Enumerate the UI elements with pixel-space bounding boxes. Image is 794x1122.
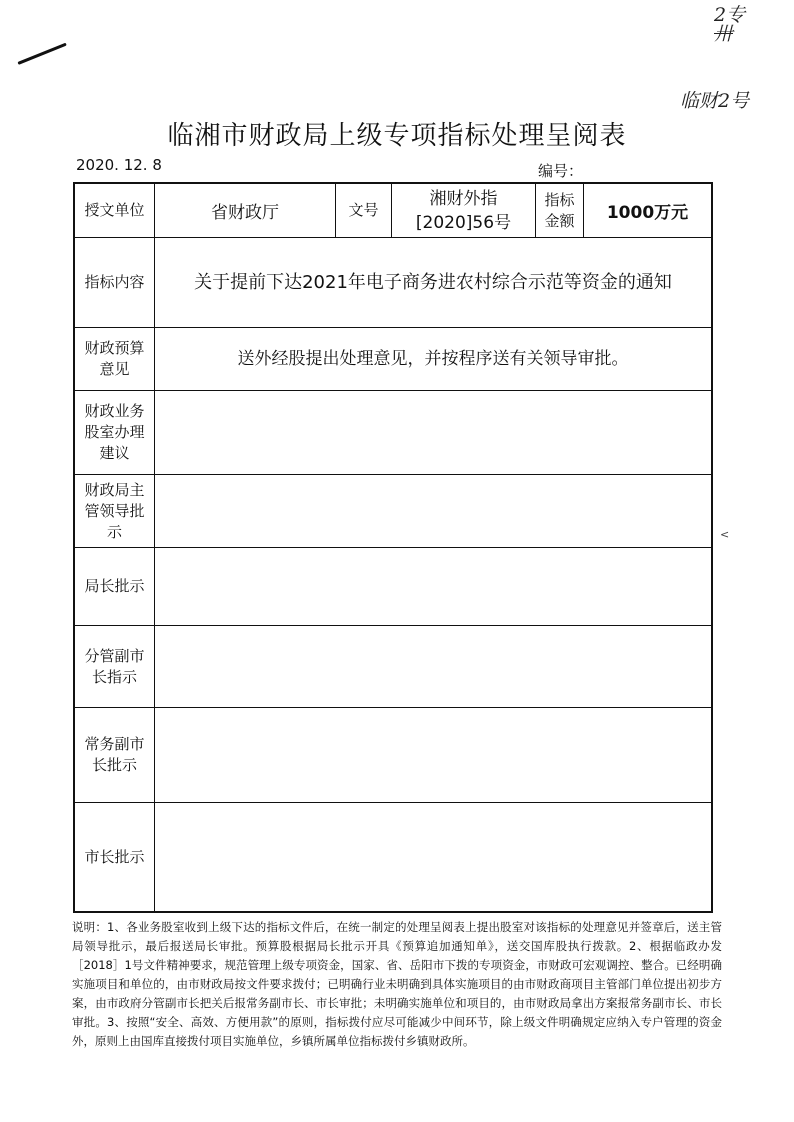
form-row-mayor bbox=[75, 803, 711, 911]
row-label-budget-opinion: 财政预算意见 bbox=[75, 328, 155, 390]
content-value: 关于提前下达2021年电子商务进农村综合示范等资金的通知 bbox=[194, 271, 672, 293]
row-label-bureau-chief: 局长批示 bbox=[75, 548, 155, 625]
issuer-value: 省财政厅 bbox=[155, 184, 336, 237]
serial-number-label: 编号： bbox=[538, 162, 584, 180]
content-label: 指标内容 bbox=[75, 238, 155, 327]
handwritten-file-number: 临财2号 bbox=[680, 90, 750, 112]
issuer-label: 授文单位 bbox=[75, 184, 155, 237]
form-row-office-suggestion bbox=[75, 391, 711, 475]
amount-label bbox=[536, 184, 584, 237]
page-title: 临湘市财政局上级专项指标处理呈阅表 bbox=[167, 121, 627, 151]
row-value-bureau-chief bbox=[155, 548, 711, 625]
doc-number-label: 文号 bbox=[336, 184, 392, 237]
row-label-director-instruction: 财政局主管领导批示 bbox=[75, 475, 155, 547]
form-row-issuer bbox=[75, 184, 711, 238]
doc-number-line-2: [2020]56号 bbox=[415, 212, 512, 233]
form-row-deputy-mayor bbox=[75, 626, 711, 708]
form-row-budget-opinion bbox=[75, 328, 711, 391]
row-value-director-instruction bbox=[155, 475, 711, 547]
amount-label-line-2: 金额 bbox=[544, 211, 575, 230]
handwritten-top-mark: 2专 bbox=[714, 4, 746, 26]
handwritten-top-annotation bbox=[714, 6, 764, 44]
row-value-budget-opinion: 送外经股提出处理意见，并按程序送有关领导审批。 bbox=[237, 349, 629, 369]
margin-tick-mark: < bbox=[720, 528, 730, 541]
doc-number-line-1: 湘财外指 bbox=[429, 188, 498, 209]
amount-label-line-1: 指标 bbox=[544, 190, 575, 209]
row-value-executive-deputy-mayor bbox=[155, 708, 711, 802]
row-value-deputy-mayor bbox=[155, 626, 711, 707]
form-row-director-instruction bbox=[75, 475, 711, 548]
amount-value: 1000万元 bbox=[606, 203, 689, 223]
form-row-content bbox=[75, 238, 711, 328]
handwritten-slash-mark bbox=[17, 43, 66, 65]
handwritten-struck-mark: 卅 bbox=[714, 23, 734, 45]
footnote-instructions: 说明：1、各业务股室收到上级下达的指标文件后，在统一制定的处理呈阅表上提出股室对该指标的处理意见并签章后，送主管局领导批示，最后报送局长审批。预算股根据局长批示开具《预算追加通知单》，送交国库股执行拨款。2、根据临政办发［2018］1号文件精神要求，规范管理上级专项资金，国家、省、岳阳市下拨的专项资金，市财政可宏观调控、整合。已经明确实施项目和单位的，由市财政局按文件要求拨付；已明确行业未明确到具体实施项目的由市财政商项目主管部门单位提出初步方案，由市政府分管副市长把关后报常务副市长、市长审批；未明确实施单位和项目的，由市财政局拿出方案报常务副市长、市长审批。3、按照“安全、高效、方便用款”的原则，指标拨付应尽可能减少中间环节，除上级文件明确规定应纳入专户管理的资金外，原则上由国库直接拨付项目实施单位，乡镇所属单位指标拨付乡镇财政所。 bbox=[72, 920, 722, 1048]
row-label-executive-deputy-mayor: 常务副市长批示 bbox=[75, 708, 155, 802]
row-value-office-suggestion bbox=[155, 391, 711, 474]
row-label-deputy-mayor: 分管副市长指示 bbox=[75, 626, 155, 707]
doc-number-value bbox=[392, 184, 536, 237]
row-value-mayor bbox=[155, 803, 711, 911]
form-row-bureau-chief bbox=[75, 548, 711, 626]
form-row-executive-deputy-mayor bbox=[75, 708, 711, 803]
row-label-office-suggestion: 财政业务股室办理建议 bbox=[75, 391, 155, 474]
form-date: 2020. 12. 8 bbox=[76, 156, 162, 174]
approval-form-table bbox=[73, 182, 713, 913]
row-label-mayor: 市长批示 bbox=[75, 803, 155, 911]
